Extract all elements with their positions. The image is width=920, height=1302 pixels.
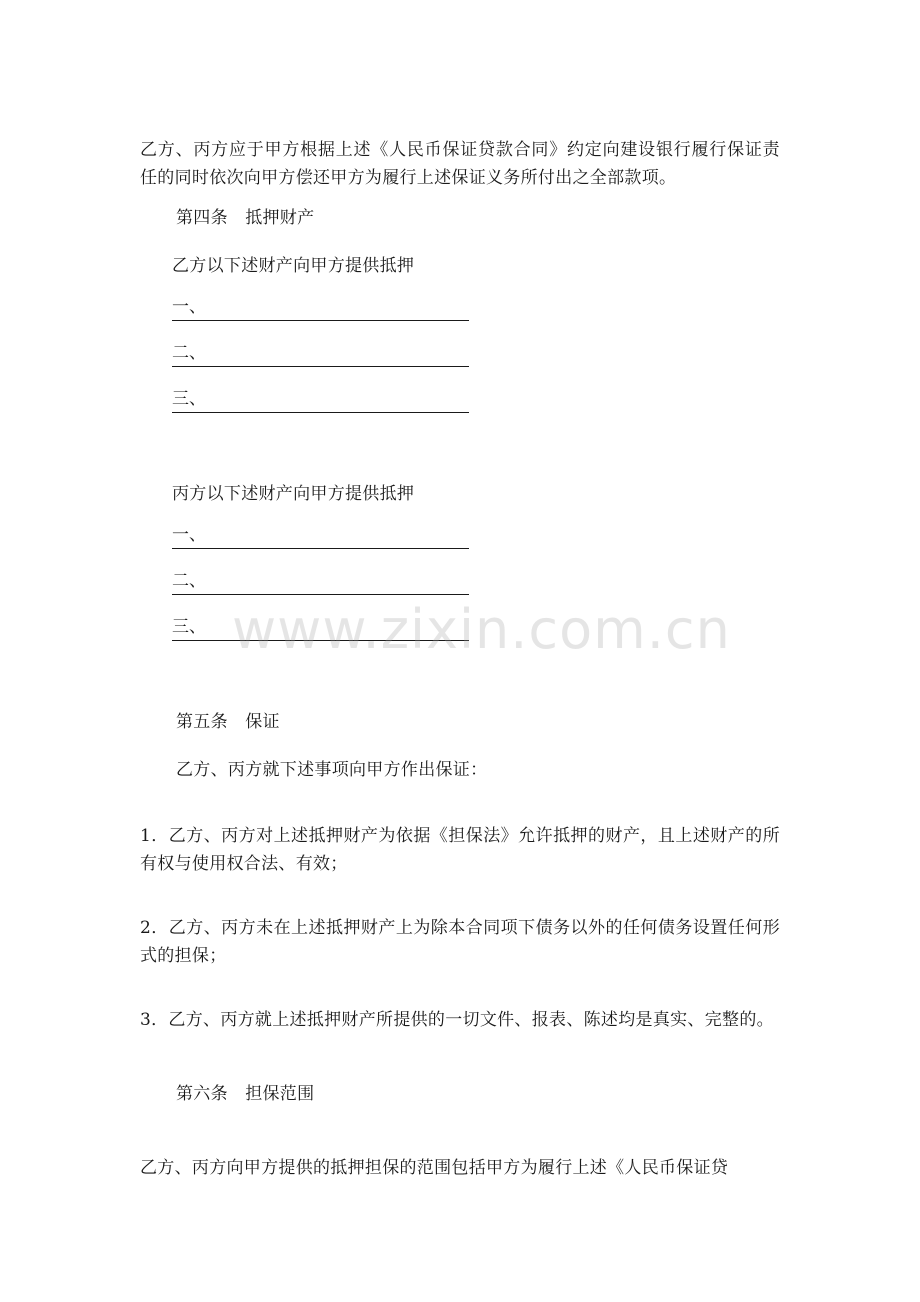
guarantee-item-1: 1．乙方、丙方对上述抵押财产为依据《担保法》允许抵押的财产，且上述财产的所有权与使用权合法、有效； bbox=[140, 826, 780, 874]
party-c-item-3: 三、 bbox=[172, 616, 469, 641]
party-c-item-2: 二、 bbox=[172, 570, 469, 595]
article-6-title: 第六条 担保范围 bbox=[176, 1084, 315, 1104]
article-5-title: 第五条 保证 bbox=[176, 712, 280, 732]
party-b-heading: 乙方以下述财产向甲方提供抵押 bbox=[172, 256, 415, 276]
article-4-title: 第四条 抵押财产 bbox=[176, 208, 315, 228]
guarantee-item-2: 2．乙方、丙方未在上述抵押财产上为除本合同项下债务以外的任何债务设置任何形式的担保； bbox=[140, 918, 780, 966]
party-b-item-2: 二、 bbox=[172, 342, 469, 367]
party-c-heading: 丙方以下述财产向甲方提供抵押 bbox=[172, 484, 415, 504]
watermark-text: www.zixin.com.cn bbox=[232, 598, 731, 661]
guarantee-item-3: 3．乙方、丙方就上述抵押财产所提供的一切文件、报表、陈述均是真实、完整的。 bbox=[140, 1010, 774, 1030]
party-b-item-1: 一、 bbox=[172, 296, 469, 321]
party-b-item-3: 三、 bbox=[172, 388, 469, 413]
article-5-intro: 乙方、丙方就下述事项向甲方作出保证： bbox=[176, 760, 488, 780]
party-c-item-1: 一、 bbox=[172, 524, 469, 549]
article-6-text: 乙方、丙方向甲方提供的抵押担保的范围包括甲方为履行上述《人民币保证贷 bbox=[140, 1158, 729, 1178]
intro-paragraph: 乙方、丙方应于甲方根据上述《人民币保证贷款合同》约定向建设银行履行保证责任的同时依次向甲方偿还甲方为履行上述保证义务所付出之全部款项。 bbox=[140, 140, 780, 188]
